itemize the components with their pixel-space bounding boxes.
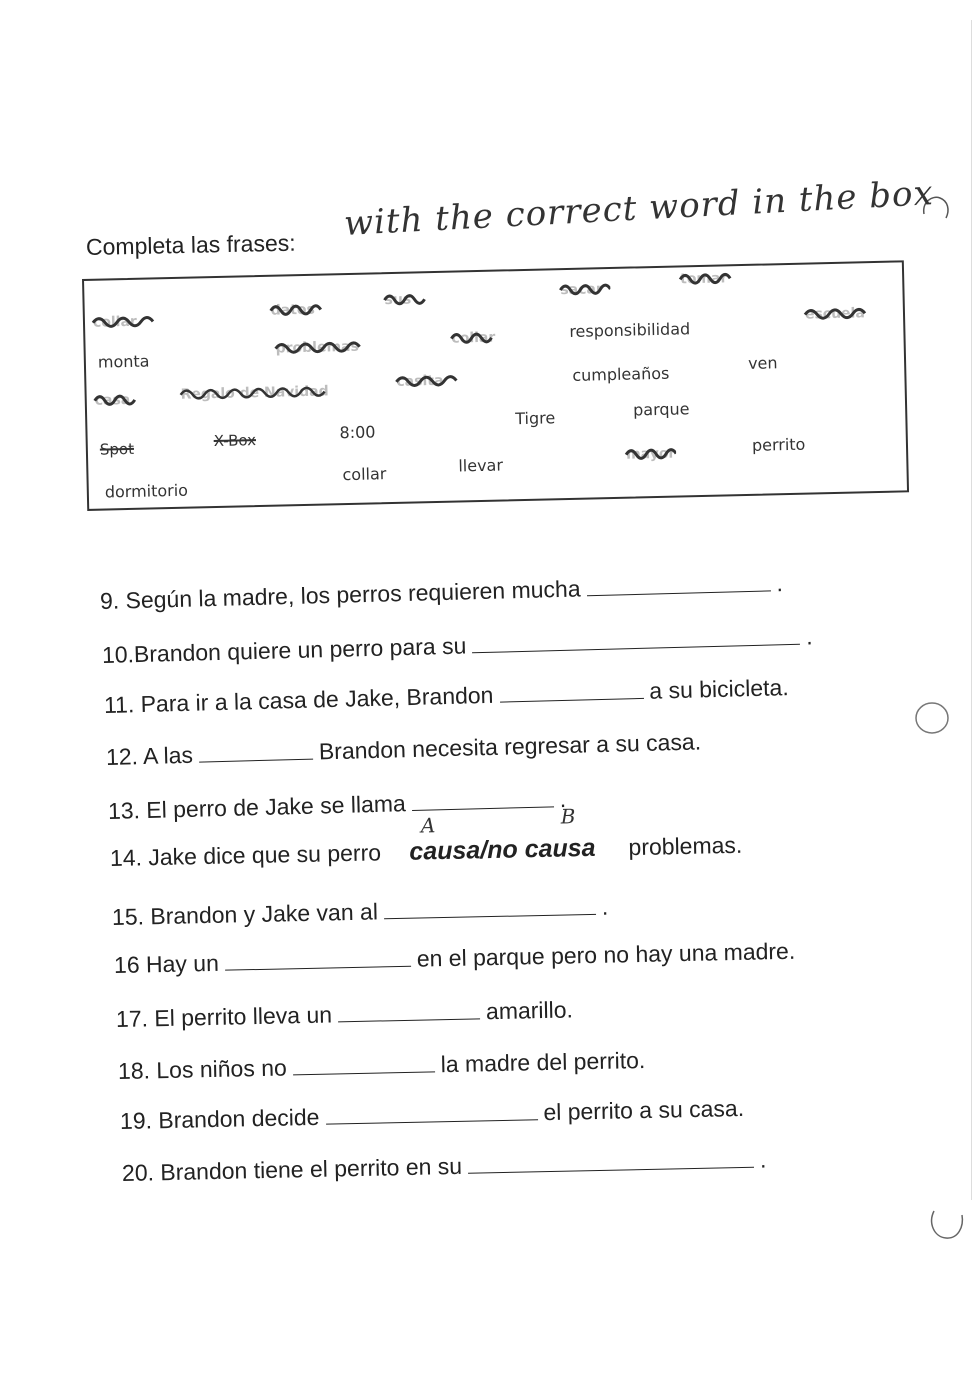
handwritten-note: with the correct word in the box xyxy=(342,173,935,244)
struck-word: X-Box xyxy=(213,431,257,451)
question-20: 20. Brandon tiene el perrito en su . xyxy=(121,1146,767,1186)
answer-blank[interactable] xyxy=(472,624,800,654)
answer-blank[interactable] xyxy=(468,1147,754,1174)
word-option: cumpleaños xyxy=(572,363,670,385)
scribbled-word: collar xyxy=(93,314,137,331)
question-15: 15. Brandon y Jake van al . xyxy=(111,893,609,930)
question-14: 14. Jake dice que su perro A B causa/no causa problemas. xyxy=(109,804,743,871)
scribbled-word: casita xyxy=(396,373,443,390)
scribbled-word: casa xyxy=(95,392,131,409)
word-option: 8:00 xyxy=(339,422,376,443)
handwritten-mark-b: B xyxy=(560,804,576,829)
answer-blank[interactable] xyxy=(384,894,596,919)
answer-blank[interactable] xyxy=(225,946,411,971)
question-18: 18. Los niños no la madre del perrito. xyxy=(117,1046,646,1084)
word-option: perrito xyxy=(751,434,806,455)
scribbled-word: tomar xyxy=(680,270,728,287)
punch-hole-middle-icon xyxy=(912,698,952,738)
question-10: 10.Brandon quiere un perro para su . xyxy=(101,623,813,668)
question-12: 12. A las Brandon necesita regresar a su casa. xyxy=(105,728,702,770)
question-17: 17. El perrito lleva un amarillo. xyxy=(115,996,574,1032)
answer-blank[interactable] xyxy=(411,786,554,811)
answer-blank[interactable] xyxy=(338,998,480,1022)
scribbled-word: problemas xyxy=(275,338,360,357)
struck-word: Spot xyxy=(99,439,135,459)
word-option: dormitorio xyxy=(104,480,189,502)
punch-hole-bottom-icon xyxy=(926,1205,966,1245)
word-option: ven xyxy=(747,353,778,373)
word-option: responsibilidad xyxy=(569,319,691,341)
scribbled-word: collar xyxy=(451,329,496,347)
scribbled-word: sacar xyxy=(560,281,603,298)
scribbled-word: Regalo de Navidad xyxy=(180,383,329,403)
answer-blank[interactable] xyxy=(325,1099,537,1124)
word-option: Tigre xyxy=(515,408,556,429)
answer-blank[interactable] xyxy=(292,1051,434,1075)
answer-blank[interactable] xyxy=(499,678,644,703)
word-option: parque xyxy=(632,399,690,420)
word-option: monta xyxy=(97,351,150,372)
answer-choice[interactable]: A B causa/no causa xyxy=(409,804,596,866)
scribbled-word: datos xyxy=(271,302,315,319)
scribbled-word: sus xyxy=(384,292,411,309)
word-option: collar xyxy=(342,464,387,485)
instructions-heading: Completa las frases: xyxy=(85,229,296,260)
scribbled-word: mayor xyxy=(625,445,676,463)
question-16: 16 Hay un en el parque pero no hay una madre. xyxy=(113,937,796,978)
question-19: 19. Brandon decide el perrito a su casa. xyxy=(119,1094,745,1134)
word-bank-box xyxy=(82,260,909,511)
handwritten-mark-a: A xyxy=(420,813,436,838)
question-13: 13. El perro de Jake se llama . xyxy=(107,786,567,824)
question-11: 11. Para ir a la casa de Jake, Brandon a su bicicleta. xyxy=(103,674,789,718)
page-edge-line xyxy=(971,20,972,1200)
word-option: llevar xyxy=(458,455,504,476)
scribbled-word: escuela xyxy=(804,305,866,323)
answer-blank[interactable] xyxy=(586,570,770,596)
question-9: 9. Según la madre, los perros requieren mucha . xyxy=(99,570,784,614)
answer-blank[interactable] xyxy=(199,739,314,763)
